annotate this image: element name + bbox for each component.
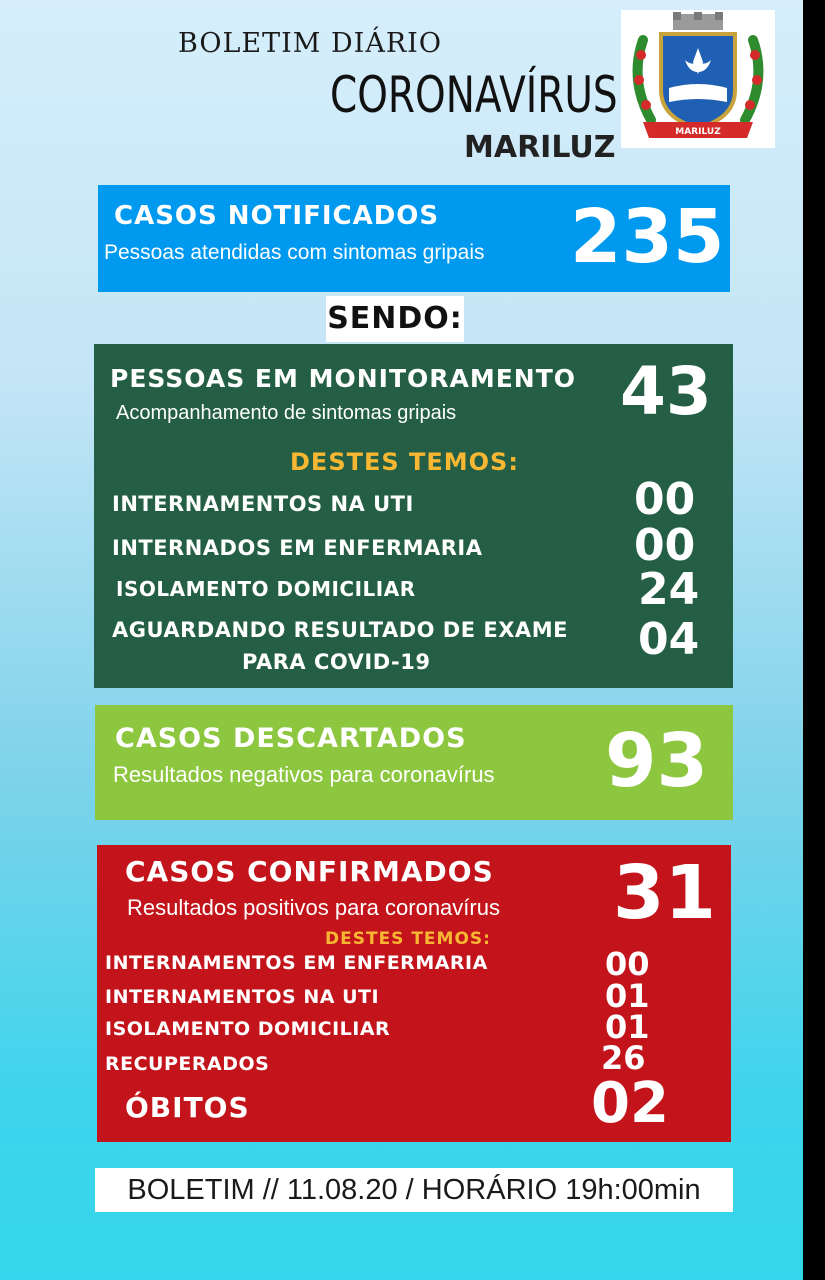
monitoring-row-label: AGUARDANDO RESULTADO DE EXAME [112,618,568,642]
confirmed-row-value: 01 [605,977,650,1015]
confirmed-destes-label: DESTES TEMOS: [325,929,491,949]
discarded-value: 93 [605,718,708,804]
confirmed-subtitle: Resultados positivos para coronavírus [127,895,500,920]
sendo-label: SENDO: [326,296,464,342]
header-boletim-diario: BOLETIM DIÁRIO [178,28,442,59]
confirmed-title: CASOS CONFIRMADOS [125,855,494,888]
discarded-cases-panel [95,705,733,820]
header-city: MARILUZ [464,130,616,165]
bulletin-date-footer: BOLETIM // 11.08.20 / HORÁRIO 19h:00min [95,1168,733,1212]
monitoring-row-label: INTERNAMENTOS NA UTI [112,492,414,516]
deaths-label: ÓBITOS [125,1091,250,1124]
header-coronavirus: CORONAVÍRUS [330,66,618,124]
notified-value: 235 [570,194,725,280]
coat-of-arms-icon [621,10,775,148]
monitoring-title: PESSOAS EM MONITORAMENTO [110,364,577,393]
confirmed-row-value: 00 [605,945,650,983]
monitoring-destes-label: DESTES TEMOS: [290,448,519,476]
notified-title: CASOS NOTIFICADOS [114,201,440,231]
confirmed-row-label: RECUPERADOS [105,1053,270,1075]
monitoring-row-label-line2: PARA COVID-19 [242,650,431,674]
monitoring-row-value: 24 [638,564,700,615]
confirmed-row-label: ISOLAMENTO DOMICILIAR [105,1018,391,1040]
confirmed-row-value: 26 [601,1039,646,1077]
monitoring-row-value: 04 [638,614,700,665]
discarded-title: CASOS DESCARTADOS [115,723,467,754]
monitoring-row-value: 00 [634,474,696,525]
monitoring-panel [94,344,733,688]
confirmed-row-value: 01 [605,1008,650,1046]
confirmed-cases-panel [97,845,731,1142]
monitoring-value: 43 [620,353,712,430]
discarded-subtitle: Resultados negativos para coronavírus [113,762,495,787]
notified-cases-panel [98,185,730,292]
confirmed-row-label: INTERNAMENTOS EM ENFERMARIA [105,952,488,974]
monitoring-row-value: 00 [634,520,696,571]
monitoring-row-label: INTERNADOS EM ENFERMARIA [112,536,483,560]
notified-subtitle: Pessoas atendidas com sintomas gripais [104,241,485,264]
confirmed-row-label: INTERNAMENTOS NA UTI [105,986,380,1008]
deaths-value: 02 [591,1071,669,1136]
monitoring-row-label: ISOLAMENTO DOMICILIAR [116,577,416,601]
crest-ribbon-text: MARILUZ [675,127,721,137]
monitoring-subtitle: Acompanhamento de sintomas gripais [116,402,457,424]
confirmed-value: 31 [613,850,716,936]
